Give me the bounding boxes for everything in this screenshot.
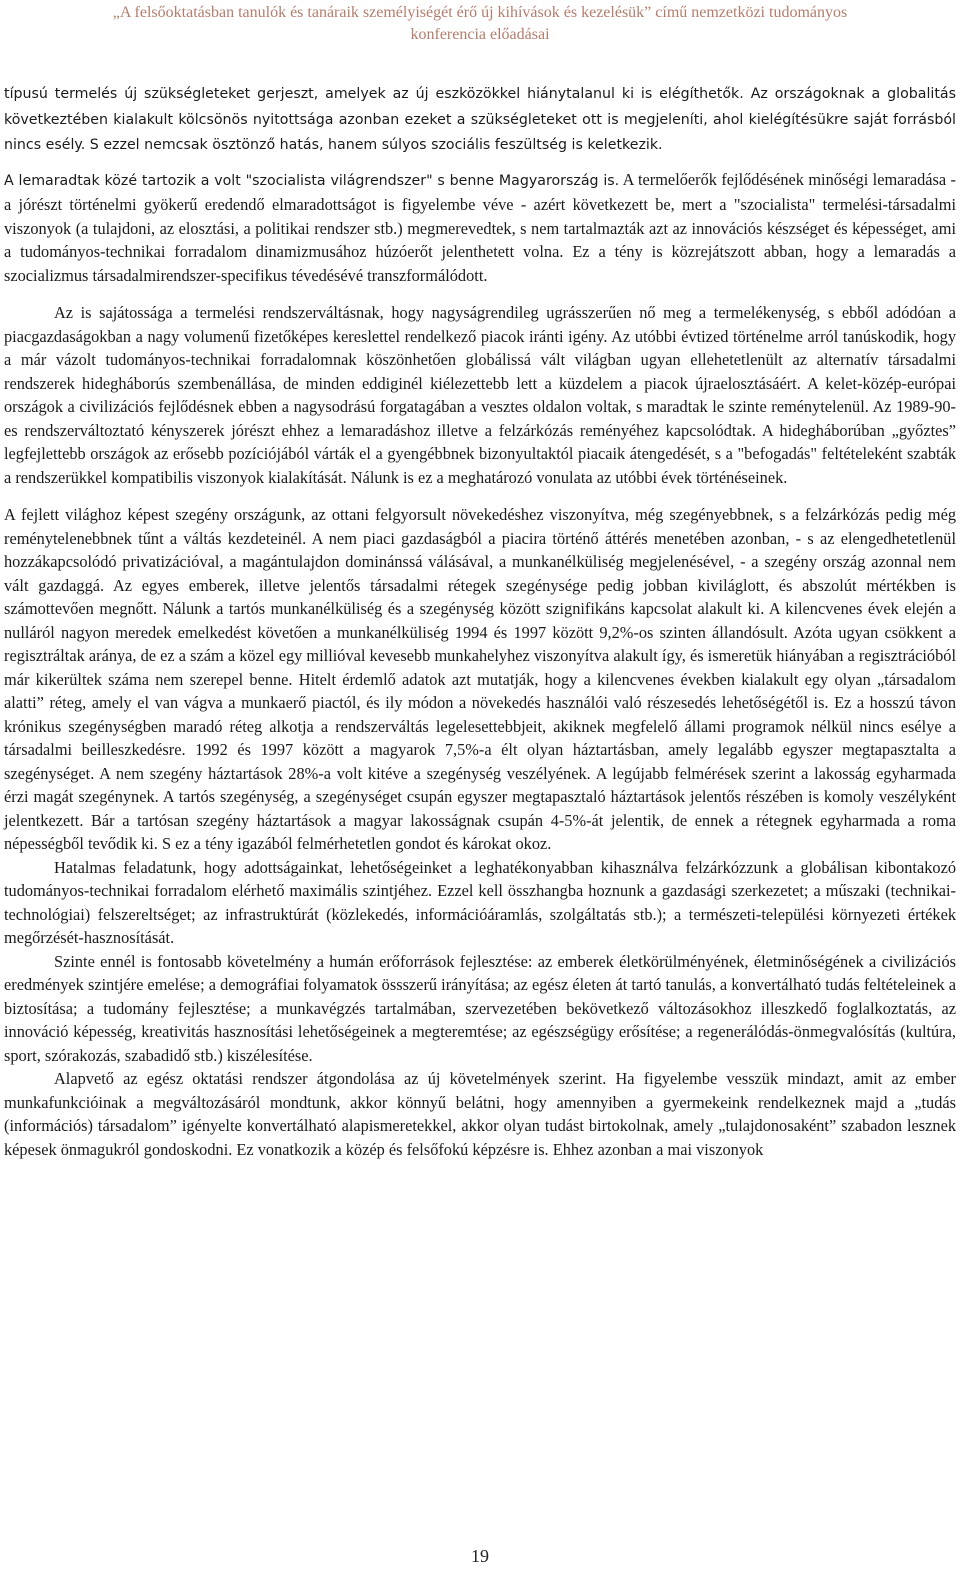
paragraph-7 [4,1067,956,1161]
paragraph-3-text: Az is sajátossága a termelési rendszerváltásnak, hogy nagyságrendileg ugrásszerűen nő meg a termelékenység, s ebből adódóan a piacgazdaságokban a nagy volumenű fizetőképes kereslettel rendelkező piacok iránti igény. Az utóbbi évtized történelme arról tanúskodik, hogy a már vázolt tudományos-technikai forradalomnak köszönhetően globálissá vált világban ugyan ellehetetlenült az alternatív társadalmi rendszerek hidegháborús szembenállása, de minden eddiginél kiélezettebb lett a küzdelem a piacok újraelosztásáért. A kelet-közép-európai országok a civilizációs fejlődésnek ebben a nagysodrású forgatagában a vesztes oldalon voltak, s maradtak le szinte reménytelenül. Az 1989-90-es rendszerváltoztató kényszerek jórészt ehhez a lemaradáshoz illetve a felzárkózás reményéhez kapcsolódtak. A hidegháborúban „győztes” legfejlettebb országok az erősebb pozíciójából várták el a gyengébbnek bizonyultaktól piacaik átengedését, s a "befogadás" feltételeként szabták a rendszerükkel kompatibilis viszonyok kialakítását. Nálunk is ez a meghatározó vonulata az utóbbi évek történéseinek. [4,303,956,487]
page-number: 19 [471,1546,489,1566]
paragraph-2 [4,168,956,288]
paragraph-4-text: A fejlett világhoz képest szegény országunk, az ottani felgyorsult növekedéshez viszonyítva, még szegényebbnek, s a felzárkózás pedig még reménytelenebbnek tűnt a váltás kezdeteinél. A nem piaci gazdaságból a piacira történő áttérés menetében azonban, - s az elengedhetetlenül hozzákapcsolódó privatizációval, a magántulajdon dominánssá válásával, a munkanélküliség megjelenésével, - a szegény ország azonnal nem vált gazdaggá. Az egyes emberek, illetve jelentős társadalmi rétegek szegénysége pedig jobban kiviláglott, és abszolút mértékben is számottevően megnőtt. Nálunk a tartós munkanélküliség és a szegénység között szignifikáns kapcsolat alakult ki. A kilencvenes évek elején a nulláról nagyon meredek emelkedést követően a munkanélküliség 1994 és 1997 között 9,2%-os szinten állandósult. Azóta ugyan csökkent a regisztráltak aránya, de ez a szám a közel egy millióval kevesebb munkahelyhez viszonyítva alakult így, és ismeretük hiányában a regisztrációból már kikerültek száma nem szerepel benne. Hitelt érdemlő adatok azt mutatják, hogy a kilencvenes években kialakult egy olyan „társadalom alatti” réteg, amely el van vágva a munkaerő piactól, és ily módon a növekedés használói való részesedés lehetőségétől is. Ez a hosszú távon krónikus szegénységben maradó réteg alkotja a rendszerváltás legelesettebbjeit, akiknek megfelelő állami programok nélkül nincs esélye a társadalmi beilleszkedésre. 1992 és 1997 között a magyarok 7,5%-a élt olyan háztartásban, amely legalább egyszer megtapasztalta a szegénységet. A nem szegény háztartások 28%-a volt kitéve a szegénység veszélyének. A legújabb felmérések szerint a lakosság egyharmada érzi magát szegénynek. A tartós szegénység, a szegénységet csupán egyszer megtapasztaló háztartások jelentős részében is komoly veszélyként jelentkezett. Bár a tartósan szegény háztartások a magyar lakosságnak csupán 4-5%-át jelentik, de ennek a rétegnek egyharmada a roma népességből tevődik ki. S ez a tény igazából felmérhetetlen gondot és károkat okoz. [4,505,956,853]
running-header-line-2: konferencia előadásai [410,26,550,43]
paragraph-2-sans-text: A lemaradtak közé tartozik a volt "szocialista világrendszer" s benne Magyarország is. [4,172,620,189]
paragraph-6-text: Szinte ennél is fontosabb követelmény a humán erőforrások fejlesztése: az emberek életkörülményének, életminőségének a civilizációs eredmények szintjére emelése; a demográfiai folyamatok össszerű irányítása; az egész életen át tartó tanulás, a konvertálható tudás feltételeinek a biztosítása; a tudomány fejlesztése; a munkavégzés tartalmában, szervezetében bekövetkező változásokhoz illeszkedő foglalkoztatás, az innováció képesség, kreativitás hasznosítási lehetőségeinek a megteremtése; az egészségügy erősítése; a regenerálódás-önmegvalósítás (kultúra, sport, szórakozás, szabadidő stb.) kiszélesítése. [4,951,956,1065]
paragraph-3 [4,301,956,489]
paragraph-7-text: Alapvető az egész oktatási rendszer átgondolása az új követelmények szerint. Ha figyelembe vesszük mindazt, amit az ember munkafunkcióinak a megváltozásáról mondtunk, akkor könnyű belátni, hogy amennyiben a gyermekeink rendelkeznek majd a „tudás (információs) társadalom” igényelte konvertálható alapismeretekkel, akkor olyan tudást birtokolnak, amely „tulajdonosaként” szabadon lesznek képesek önmagukról gondoskodni. Ez vonatkozik a közép és felsőfokú képzésre is. Ehhez azonban a mai viszonyok [4,1069,956,1159]
paragraph-5-text: Hatalmas feladatunk, hogy adottságainkat, lehetőségeinket a leghatékonyabban kihasználva felzárkózzunk a globálisan kibontakozó tudományos-technikai forradalom elérhető maximális szintjéhez. Ezzel kell összhangba hoznunk a gazdasági szerkezetet; a műszaki (technikai-technológiai) felszereltséget; az infrastruktúrát (közlekedés, információáramlás, szolgáltatás stb.); a természeti-települési környezeti értékek megőrzését-hasznosítását. [4,857,956,947]
paragraph-2-serif-text: A termelőerők fejlődésének minőségi lemaradása - a jórészt történelmi gyökerű eredendő elmaradottságot is figyelembe véve - azért következett be, mert a "szocialista" termelési-társadalmi viszonyok (a tulajdoni, az elosztási, a politikai rendszer stb.) megmerevedtek, s nem tartalmazták azt az innovációs készséget és képességet, ami a tudományos-technikai forradalom dinamizmusához húzóerőt jelenthetett volna. Ez a tény is közrejátszott abban, hogy a lemaradás a szocializmus társadalmirendszer-specifikus tévedésévé transzformálódott. [4,169,956,285]
paragraph-5 [4,856,956,950]
paragraph-1-text: típusú termelés új szükségleteket gerjeszt, amelyek az új eszközökkel hiánytalanul ki is elégíthetők. Az országoknak a globalitás következtében kialakult kölcsönös nyitottsága azonban ezeket a szükségleteket ott is megjeleníti, ahol kielégítésükre saját forrásból nincs esély. S ezzel nemcsak ösztönző hatás, hanem súlyos szociális feszültség is keletkezik. [4,86,956,153]
running-header-line-1: „A felsőoktatásban tanulók és tanáraik személyiségét érő új kihívások és kezelésük” című nemzetközi tudományos [112,4,848,21]
paragraph-6 [4,950,956,1068]
paragraph-1 [4,81,956,158]
paragraph-4 [4,503,956,856]
document-body [4,81,956,1161]
